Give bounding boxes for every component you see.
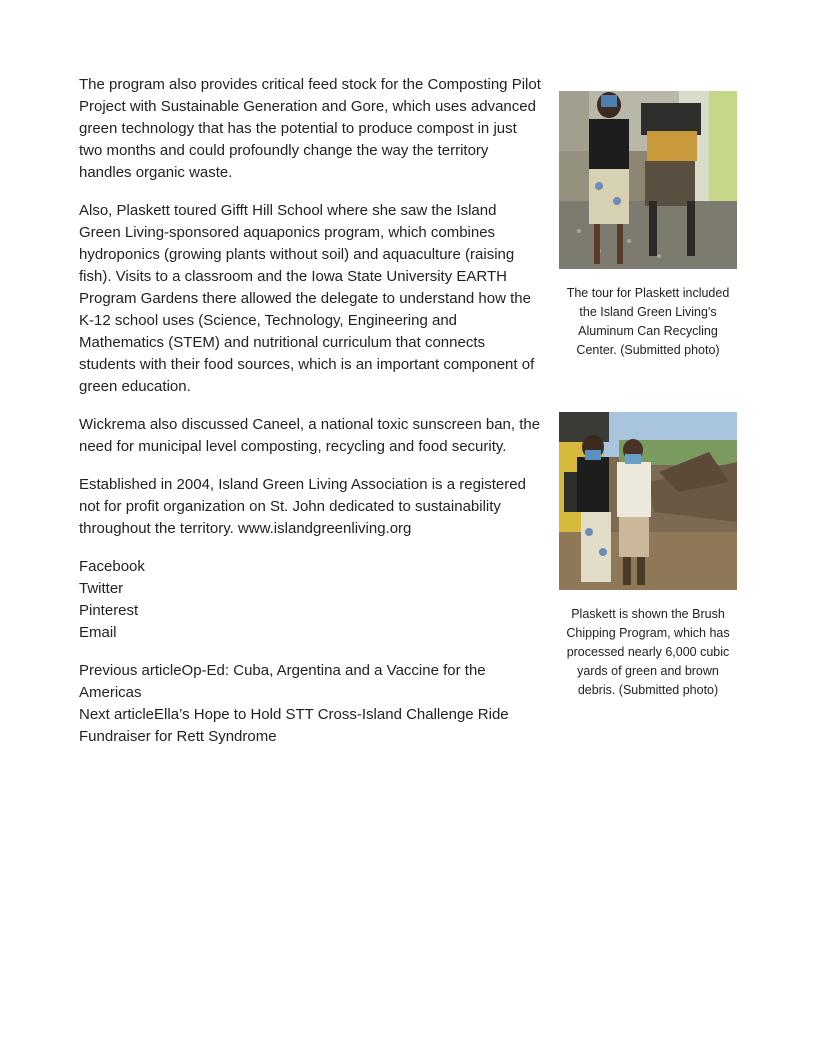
photo-figure-recycling (559, 91, 737, 360)
article-body (79, 74, 541, 748)
article-paragraph: The program also provides critical feed stock for the Composting Pilot Project with Sustainable Generation and Gore, which uses advanced green technology that has the potential to produce compost in just two months and could profoundly change the way the territory handles organic waste. (79, 76, 541, 181)
previous-article-link[interactable] (79, 660, 541, 704)
previous-article-prefix: Previous article (79, 662, 182, 679)
next-article-link[interactable] (79, 704, 541, 748)
photo-caption: The tour for Plaskett included the Island Green Living's Aluminum Can Recycling Center. (Submitted photo) (566, 286, 730, 357)
brush-chipping-photo (559, 412, 737, 590)
article-paragraph: Established in 2004, Island Green Living Association is a registered not for profit organization on St. John dedicated to sustainability throughout the territory. www.islandgreenliving.org (79, 476, 526, 537)
next-article-title: Ella’s Hope to Hold STT Cross-Island Challenge Ride Fundraiser for Rett Syndrome (79, 706, 509, 745)
share-email-link[interactable]: Email (79, 624, 117, 641)
share-pinterest-link[interactable]: Pinterest (79, 602, 139, 619)
photo-caption: Plaskett is shown the Brush Chipping Program, which has processed nearly 6,000 cubic yards of green and brown debris. (Submitted photo) (566, 607, 730, 697)
photo-figure-brush-chipping (559, 412, 737, 700)
previous-article-title: Op-Ed: Cuba, Argentina and a Vaccine for the Americas (79, 662, 486, 701)
share-twitter-link[interactable]: Twitter (79, 580, 124, 597)
article-paragraph: Also, Plaskett toured Gifft Hill School where she saw the Island Green Living-sponsored aquaponics program, which combines hydroponics (growing plants without soil) and aquaculture (raising fish). Visits to a classroom and the Iowa State University EARTH Program Gardens there allowed the delegate to understand how the K-12 school uses (Science, Technology, Engineering and Mathematics (STEM) and nutritional curriculum that connects students with their food sources, which is an important component of green education. (79, 202, 535, 395)
article-navigation (79, 660, 541, 748)
recycling-center-photo (559, 91, 737, 269)
share-links (79, 556, 541, 644)
next-article-prefix: Next article (79, 706, 155, 723)
share-facebook-link[interactable]: Facebook (79, 558, 145, 575)
article-paragraph: Wickrema also discussed Caneel, a national toxic sunscreen ban, the need for municipal level composting, recycling and food security. (79, 416, 541, 455)
